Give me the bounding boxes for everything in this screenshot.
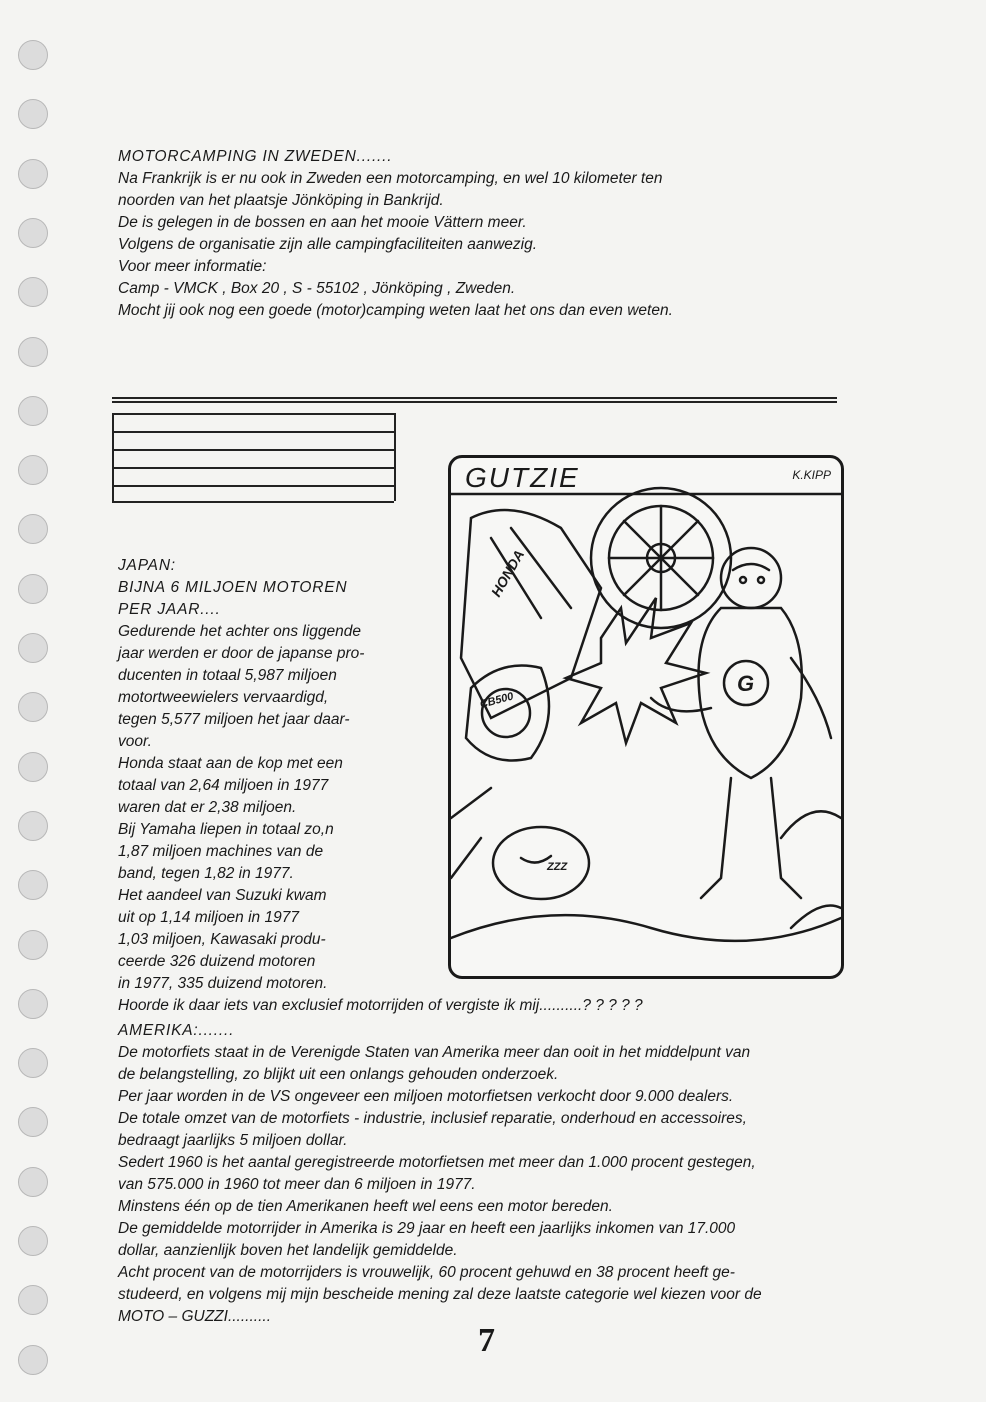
japan-line: Het aandeel van Suzuki kwam: [118, 887, 327, 904]
amerika-line: Per jaar worden in de VS ongeveer een miljoen motorfietsen verkocht door 9.000 dealers.: [118, 1088, 734, 1105]
amerika-line: de belangstelling, zo blijkt uit een onlangs gehouden onderzoek.: [118, 1066, 559, 1083]
japan-line: uit op 1,14 miljoen in 1977: [118, 909, 299, 926]
amerika-line: Sedert 1960 is het aantal geregistreerde motorfietsen met meer dan 1.000 procent gestegen,: [118, 1154, 756, 1171]
snore-label: ZZZ: [547, 861, 568, 873]
amerika-heading: AMERIKA:.......: [118, 1022, 235, 1039]
binder-hole: [18, 99, 48, 129]
binder-hole: [18, 930, 48, 960]
japan-subheading: BIJNA 6 MILJOEN MOTOREN: [118, 579, 348, 596]
amerika-line: van 575.000 in 1960 tot meer dan 6 miljoen in 1977.: [118, 1176, 476, 1193]
amerika-section: [118, 1020, 762, 1328]
motorcamping-line: Voor meer informatie:: [118, 258, 267, 275]
binder-holes: [18, 40, 48, 1400]
motorcamping-line: De is gelegen in de bossen en aan het mooie Vättern meer.: [118, 214, 527, 231]
binder-hole: [18, 218, 48, 248]
binder-hole: [18, 989, 48, 1019]
binder-hole: [18, 811, 48, 841]
motorcamping-line: Camp - VMCK , Box 20 , S - 55102 , Jönköping , Zweden.: [118, 280, 516, 297]
honda-label: HONDA: [487, 547, 528, 600]
japan-line: Hoorde ik daar iets van exclusief motorrijden of vergiste ik mij..........? ? ? ? ?: [118, 997, 643, 1014]
japan-line: ceerde 326 duizend motoren: [118, 953, 316, 970]
japan-line: motortweewielers vervaardigd,: [118, 689, 329, 706]
binder-hole: [18, 870, 48, 900]
page-number: 7: [478, 1322, 495, 1359]
motorcamping-line: noorden van het plaatsje Jönköping in Bankrijd.: [118, 192, 444, 209]
binder-hole: [18, 1345, 48, 1375]
binder-hole: [18, 633, 48, 663]
motorcamping-line: Volgens de organisatie zijn alle campingfaciliteiten aanwezig.: [118, 236, 538, 253]
japan-line: Gedurende het achter ons liggende: [118, 623, 362, 640]
japan-line: totaal van 2,64 miljoen in 1977: [118, 777, 329, 794]
japan-line: 1,03 miljoen, Kawasaki produ-: [118, 931, 326, 948]
binder-hole: [18, 277, 48, 307]
motorcamping-section: [118, 146, 673, 322]
amerika-line: De gemiddelde motorrijder in Amerika is 29 jaar en heeft een jaarlijks inkomen van 17.000: [118, 1220, 736, 1237]
binder-hole: [18, 40, 48, 70]
binder-hole: [18, 1167, 48, 1197]
binder-hole: [18, 692, 48, 722]
japan-line: band, tegen 1,82 in 1977.: [118, 865, 294, 882]
japan-line: ducenten in totaal 5,987 miljoen: [118, 667, 337, 684]
binder-hole: [18, 396, 48, 426]
binder-hole: [18, 1048, 48, 1078]
binder-hole: [18, 159, 48, 189]
binder-hole: [18, 574, 48, 604]
amerika-line: Acht procent van de motorrijders is vrouwelijk, 60 procent gehuwd en 38 procent heeft ge-: [118, 1264, 735, 1281]
binder-hole: [18, 1226, 48, 1256]
binder-hole: [18, 1107, 48, 1137]
japan-section: [118, 555, 643, 1017]
binder-hole: [18, 752, 48, 782]
binder-hole: [18, 1285, 48, 1315]
japan-heading: JAPAN:: [118, 557, 176, 574]
motorcamping-line: Na Frankrijk is er nu ook in Zweden een motorcamping, en wel 10 kilometer ten: [118, 170, 663, 187]
japan-line: Honda staat aan de kop met een: [118, 755, 343, 772]
cb500-label: CB500: [478, 690, 515, 711]
amerika-line: dollar, aanzienlijk boven het landelijk gemiddelde.: [118, 1242, 458, 1259]
binder-hole: [18, 455, 48, 485]
japan-line: voor.: [118, 733, 152, 750]
amerika-line: MOTO – GUZZI..........: [118, 1308, 272, 1325]
binder-hole: [18, 514, 48, 544]
amerika-line: studeerd, en volgens mij mijn bescheide mening zal deze laatste categorie wel kiezen voor de: [118, 1286, 762, 1303]
cartoon-title: GUTZIE: [465, 462, 580, 493]
hero-emblem: G: [737, 671, 755, 696]
motorcamping-line: Mocht jij ook nog een goede (motor)camping weten laat het ons dan even weten.: [118, 302, 673, 319]
binder-hole: [18, 337, 48, 367]
cartoon-author: K.KIPP: [792, 468, 831, 482]
amerika-line: De totale omzet van de motorfiets - industrie, inclusief reparatie, onderhoud en accessoires,: [118, 1110, 747, 1127]
amerika-line: bedraagt jaarlijks 5 miljoen dollar.: [118, 1132, 348, 1149]
japan-line: tegen 5,577 miljoen het jaar daar-: [118, 711, 350, 728]
japan-line: Bij Yamaha liepen in totaal zo,n: [118, 821, 334, 838]
japan-line: waren dat er 2,38 miljoen.: [118, 799, 297, 816]
japan-line: jaar werden er door de japanse pro-: [118, 645, 365, 662]
japan-subheading: PER JAAR....: [118, 601, 221, 618]
japan-line: 1,87 miljoen machines van de: [118, 843, 324, 860]
amerika-line: Minstens één op de tien Amerikanen heeft wel eens een motor bereden.: [118, 1198, 613, 1215]
amerika-line: De motorfiets staat in de Verenigde Staten van Amerika meer dan ooit in het middelpunt van: [118, 1044, 751, 1061]
japan-line: in 1977, 335 duizend motoren.: [118, 975, 328, 992]
motorcamping-heading: MOTORCAMPING IN ZWEDEN.......: [118, 148, 393, 165]
